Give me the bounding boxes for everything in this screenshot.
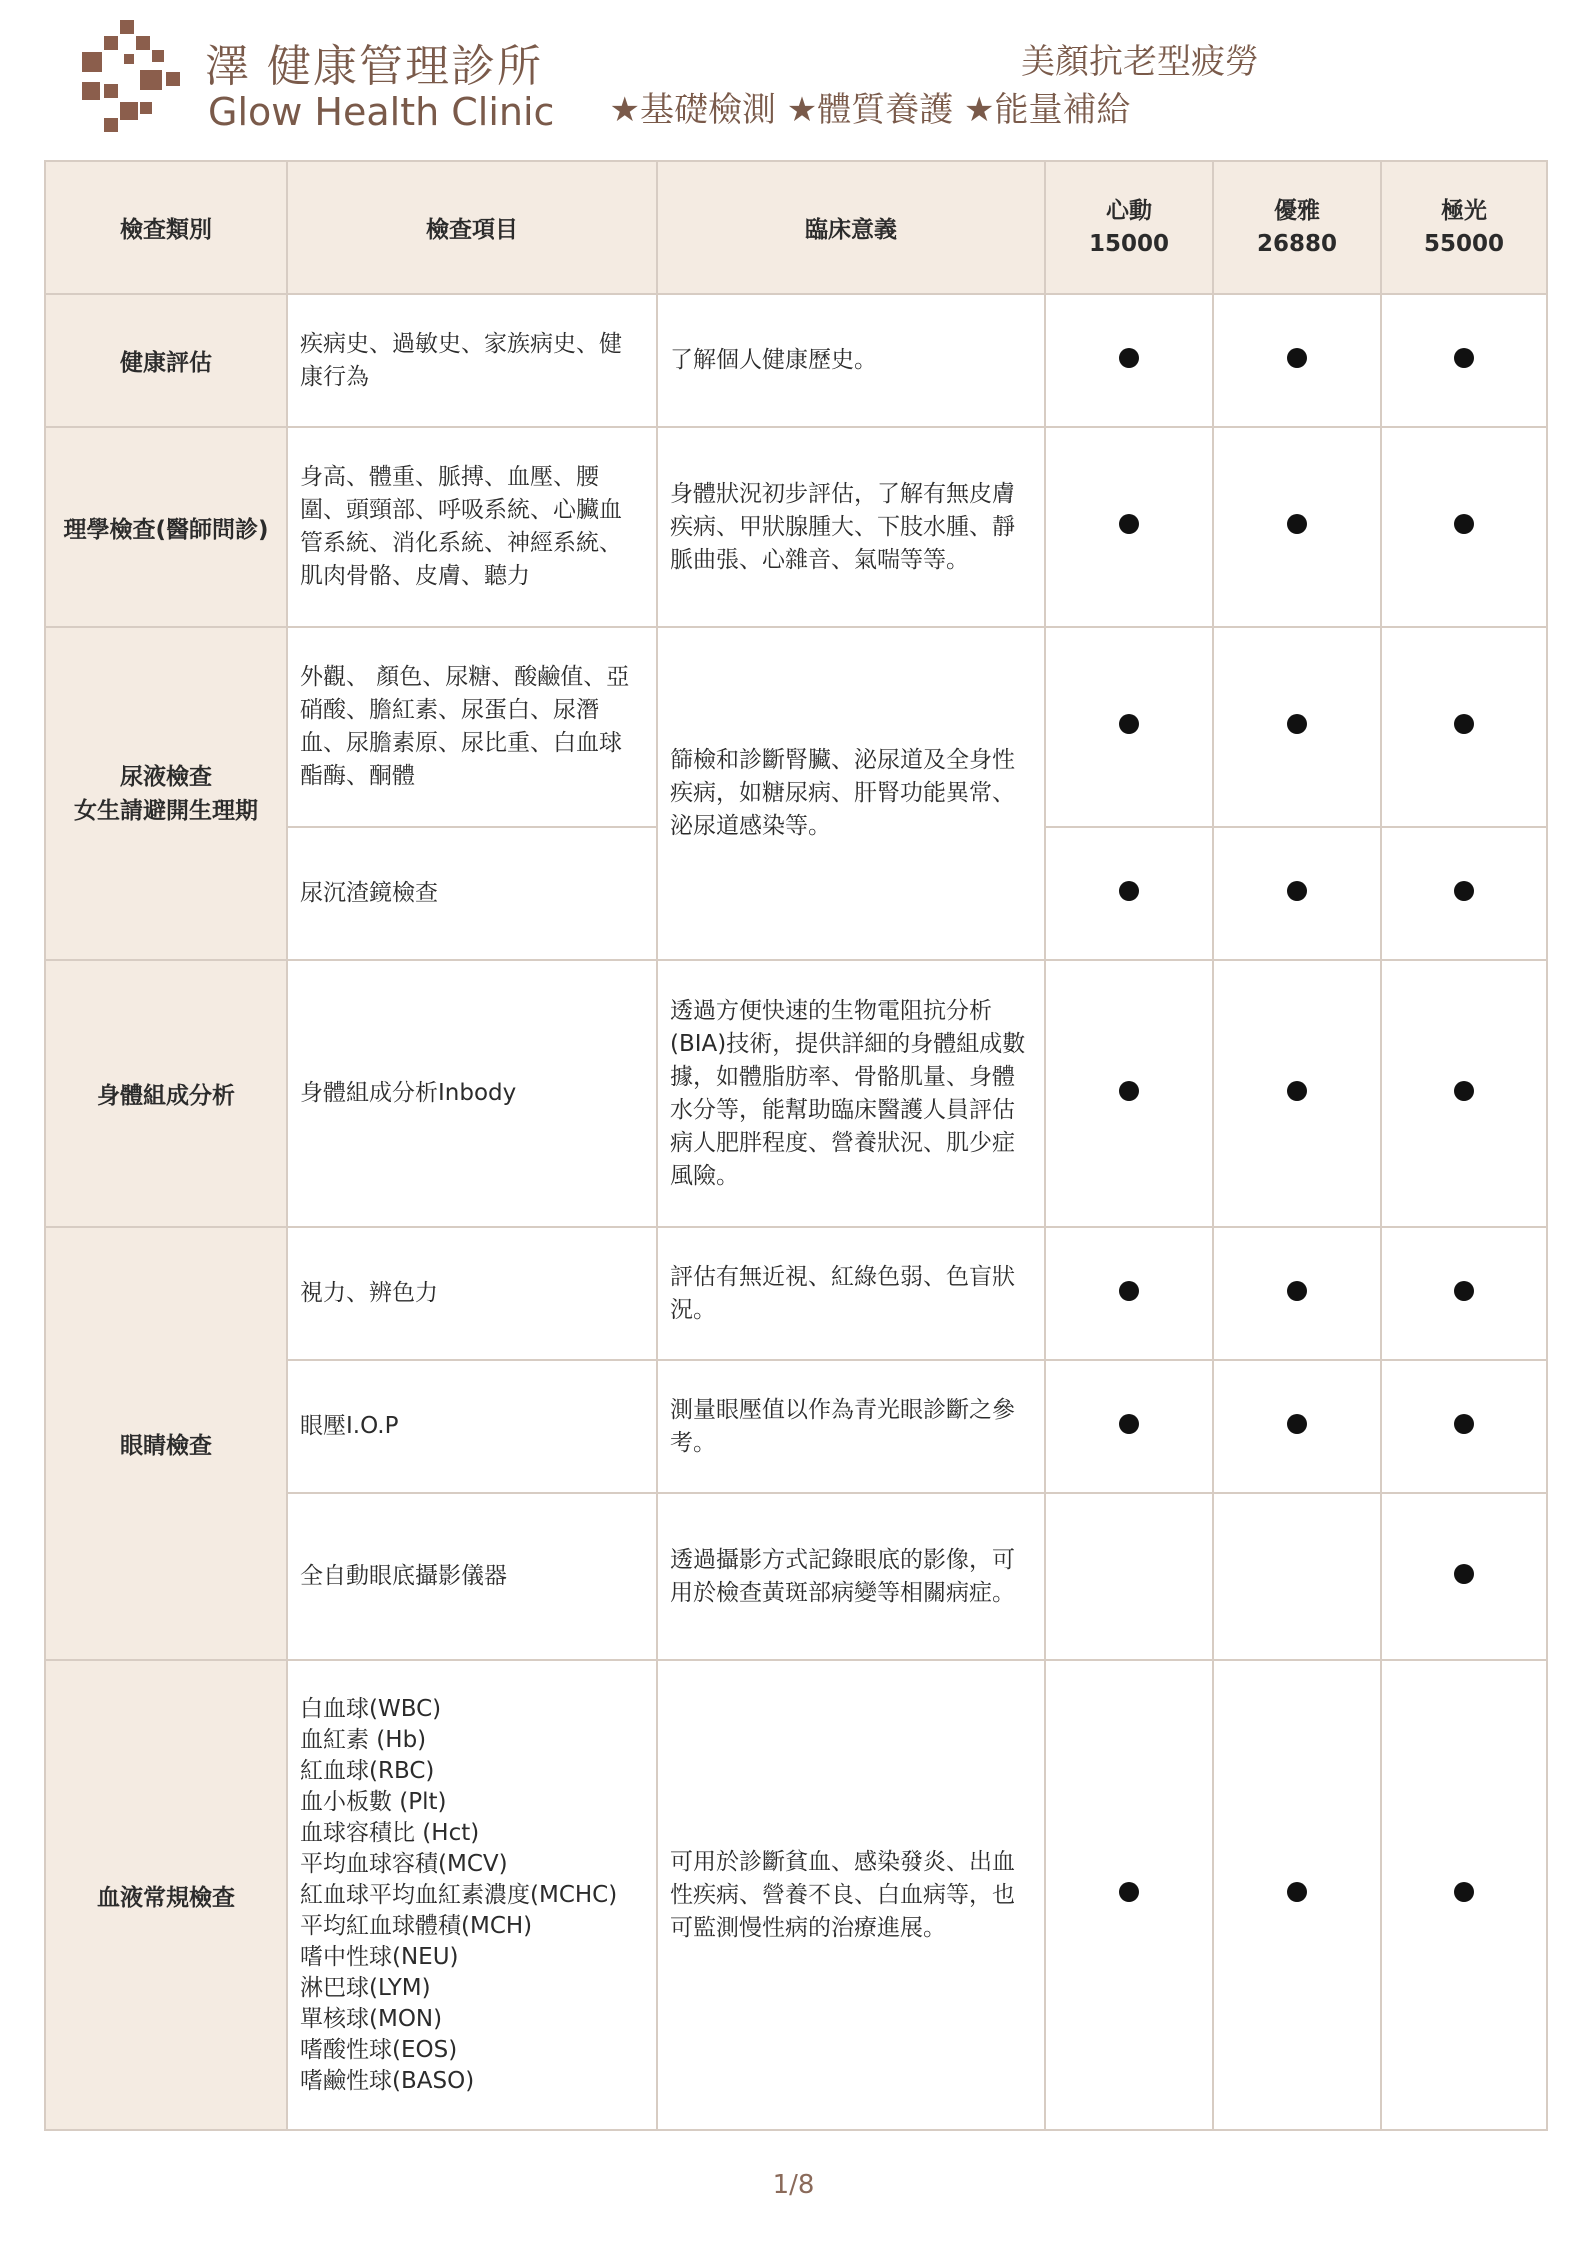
included-cell — [1045, 960, 1213, 1227]
package-price: 15000 — [1088, 230, 1170, 257]
meaning-cell: 身體狀況初步評估，了解有無皮膚疾病、甲狀腺腫大、下肢水腫、靜脈曲張、心雜音、氣喘等等。 — [657, 427, 1045, 627]
included-cell — [1381, 1227, 1547, 1360]
included-dot-icon — [1454, 881, 1474, 901]
page-number: 1/8 — [772, 2170, 815, 2200]
blood-test-item: 嗜中性球(NEU) — [300, 1943, 459, 1970]
item-cell: 身高、體重、脈搏、血壓、腰圍、頭頸部、呼吸系統、心臟血管系統、消化系統、神經系統、肌肉骨骼、皮膚、聽力 — [287, 427, 657, 627]
included-cell — [1045, 427, 1213, 627]
included-dot-icon — [1119, 881, 1139, 901]
meaning-cell: 可用於診斷貧血、感染發炎、出血性疾病、營養不良、白血病等，也可監測慢性病的治療進展。 — [657, 1660, 1045, 2130]
column-header-package — [1381, 161, 1547, 294]
included-cell — [1045, 627, 1213, 827]
item-cell — [287, 1660, 657, 2130]
included-dot-icon — [1287, 1081, 1307, 1101]
item-cell: 視力、辨色力 — [287, 1227, 657, 1360]
included-cell — [1045, 827, 1213, 960]
included-cell — [1381, 627, 1547, 827]
included-cell — [1381, 1360, 1547, 1493]
meaning-cell: 透過方便快速的生物電阻抗分析(BIA)技術，提供詳細的身體組成數據，如體脂肪率、骨骼肌量、身體水分等，能幫助臨床醫護人員評估病人肥胖程度、營養狀況、肌少症風險。 — [657, 960, 1045, 1227]
included-cell — [1381, 1660, 1547, 2130]
included-dot-icon — [1287, 881, 1307, 901]
included-dot-icon — [1119, 1882, 1139, 1902]
category-cell: 理學檢查(醫師問診) — [45, 427, 287, 627]
included-dot-icon — [1454, 1564, 1474, 1584]
table-row — [45, 960, 1547, 1227]
clinic-name-en: Glow Health Clinic — [208, 90, 555, 134]
blood-test-item: 淋巴球(LYM) — [300, 1974, 431, 2001]
package-name: 心動 — [1106, 197, 1152, 224]
included-dot-icon — [1454, 1882, 1474, 1902]
included-cell — [1213, 1660, 1381, 2130]
included-dot-icon — [1454, 1281, 1474, 1301]
column-header-meaning: 臨床意義 — [657, 161, 1045, 294]
column-header-category: 檢查類別 — [45, 161, 287, 294]
not-included-cell — [1213, 1493, 1381, 1660]
package-name: 優雅 — [1274, 197, 1320, 224]
blood-test-item: 白血球(WBC) — [300, 1695, 442, 1722]
category-cell: 血液常規檢查 — [45, 1660, 287, 2130]
included-cell — [1045, 294, 1213, 427]
table-row — [45, 627, 1547, 827]
table-row — [45, 1227, 1547, 1360]
package-subtitle: ★基礎檢測 ★體質養護 ★能量補給 — [609, 90, 1131, 130]
meaning-cell: 測量眼壓值以作為青光眼診斷之參考。 — [657, 1360, 1045, 1493]
included-dot-icon — [1454, 714, 1474, 734]
included-dot-icon — [1119, 348, 1139, 368]
included-cell — [1381, 427, 1547, 627]
included-dot-icon — [1119, 1081, 1139, 1101]
item-cell: 疾病史、過敏史、家族病史、健康行為 — [287, 294, 657, 427]
blood-test-item: 血小板數 (Plt) — [300, 1788, 447, 1815]
meaning-cell: 篩檢和診斷腎臟、泌尿道及全身性疾病，如糖尿病、肝腎功能異常、泌尿道感染等。 — [657, 627, 1045, 960]
table-row — [45, 427, 1547, 627]
blood-test-item: 紅血球平均血紅素濃度(MCHC) — [300, 1881, 618, 1908]
included-cell — [1213, 294, 1381, 427]
included-dot-icon — [1287, 348, 1307, 368]
exam-table — [44, 160, 1548, 2131]
blood-test-item: 平均血球容積(MCV) — [300, 1850, 508, 1877]
table-header-row — [45, 161, 1547, 294]
category-cell: 身體組成分析 — [45, 960, 287, 1227]
included-cell — [1213, 427, 1381, 627]
blood-test-item: 紅血球(RBC) — [300, 1757, 435, 1784]
included-dot-icon — [1119, 514, 1139, 534]
included-cell — [1045, 1660, 1213, 2130]
included-cell — [1381, 827, 1547, 960]
table-row — [45, 1660, 1547, 2130]
package-price: 55000 — [1423, 230, 1505, 257]
included-dot-icon — [1287, 1882, 1307, 1902]
blood-test-item: 嗜酸性球(EOS) — [300, 2036, 458, 2063]
included-dot-icon — [1287, 714, 1307, 734]
blood-test-item: 單核球(MON) — [300, 2005, 443, 2032]
included-dot-icon — [1454, 348, 1474, 368]
included-dot-icon — [1454, 1081, 1474, 1101]
clinic-logo-icon — [80, 20, 190, 135]
category-cell: 健康評估 — [45, 294, 287, 427]
blood-test-item: 血球容積比 (Hct) — [300, 1819, 480, 1846]
included-cell — [1045, 1227, 1213, 1360]
category-note: 女生請避開生理期 — [74, 797, 258, 824]
meaning-cell: 透過攝影方式記錄眼底的影像，可用於檢查黃斑部病變等相關病症。 — [657, 1493, 1045, 1660]
included-dot-icon — [1454, 1414, 1474, 1434]
not-included-cell — [1045, 1493, 1213, 1660]
included-dot-icon — [1119, 714, 1139, 734]
column-header-package — [1213, 161, 1381, 294]
category-cell: 眼睛檢查 — [45, 1227, 287, 1660]
item-cell: 外觀、 顏色、尿糖、酸鹼值、亞硝酸、膽紅素、尿蛋白、尿潛血、尿膽素原、尿比重、白血球酯酶、酮體 — [287, 627, 657, 827]
blood-test-item: 血紅素 (Hb) — [300, 1726, 427, 1753]
included-dot-icon — [1454, 514, 1474, 534]
item-cell: 全自動眼底攝影儀器 — [287, 1493, 657, 1660]
category-label: 尿液檢查 — [120, 763, 212, 790]
included-cell — [1213, 1360, 1381, 1493]
included-dot-icon — [1119, 1414, 1139, 1434]
clinic-name-cn: 澤 健康管理診所 — [205, 41, 543, 92]
item-cell: 眼壓I.O.P — [287, 1360, 657, 1493]
meaning-cell: 評估有無近視、紅綠色弱、色盲狀況。 — [657, 1227, 1045, 1360]
blood-test-item: 平均紅血球體積(MCH) — [300, 1912, 533, 1939]
table-row — [45, 294, 1547, 427]
included-cell — [1381, 960, 1547, 1227]
included-cell — [1213, 627, 1381, 827]
blood-test-item: 嗜鹼性球(BASO) — [300, 2067, 475, 2094]
category-cell — [45, 627, 287, 960]
package-name: 極光 — [1441, 197, 1487, 224]
included-cell — [1213, 1227, 1381, 1360]
page-header — [0, 0, 1587, 160]
item-cell: 尿沉渣鏡檢查 — [287, 827, 657, 960]
item-cell: 身體組成分析Inbody — [287, 960, 657, 1227]
included-cell — [1381, 294, 1547, 427]
package-title: 美顏抗老型疲勞 — [1021, 42, 1259, 82]
meaning-cell: 了解個人健康歷史。 — [657, 294, 1045, 427]
column-header-package — [1045, 161, 1213, 294]
included-dot-icon — [1119, 1281, 1139, 1301]
included-dot-icon — [1287, 514, 1307, 534]
column-header-item: 檢查項目 — [287, 161, 657, 294]
included-cell — [1213, 827, 1381, 960]
included-cell — [1045, 1360, 1213, 1493]
included-cell — [1381, 1493, 1547, 1660]
included-cell — [1213, 960, 1381, 1227]
included-dot-icon — [1287, 1281, 1307, 1301]
included-dot-icon — [1287, 1414, 1307, 1434]
package-price: 26880 — [1256, 230, 1338, 257]
